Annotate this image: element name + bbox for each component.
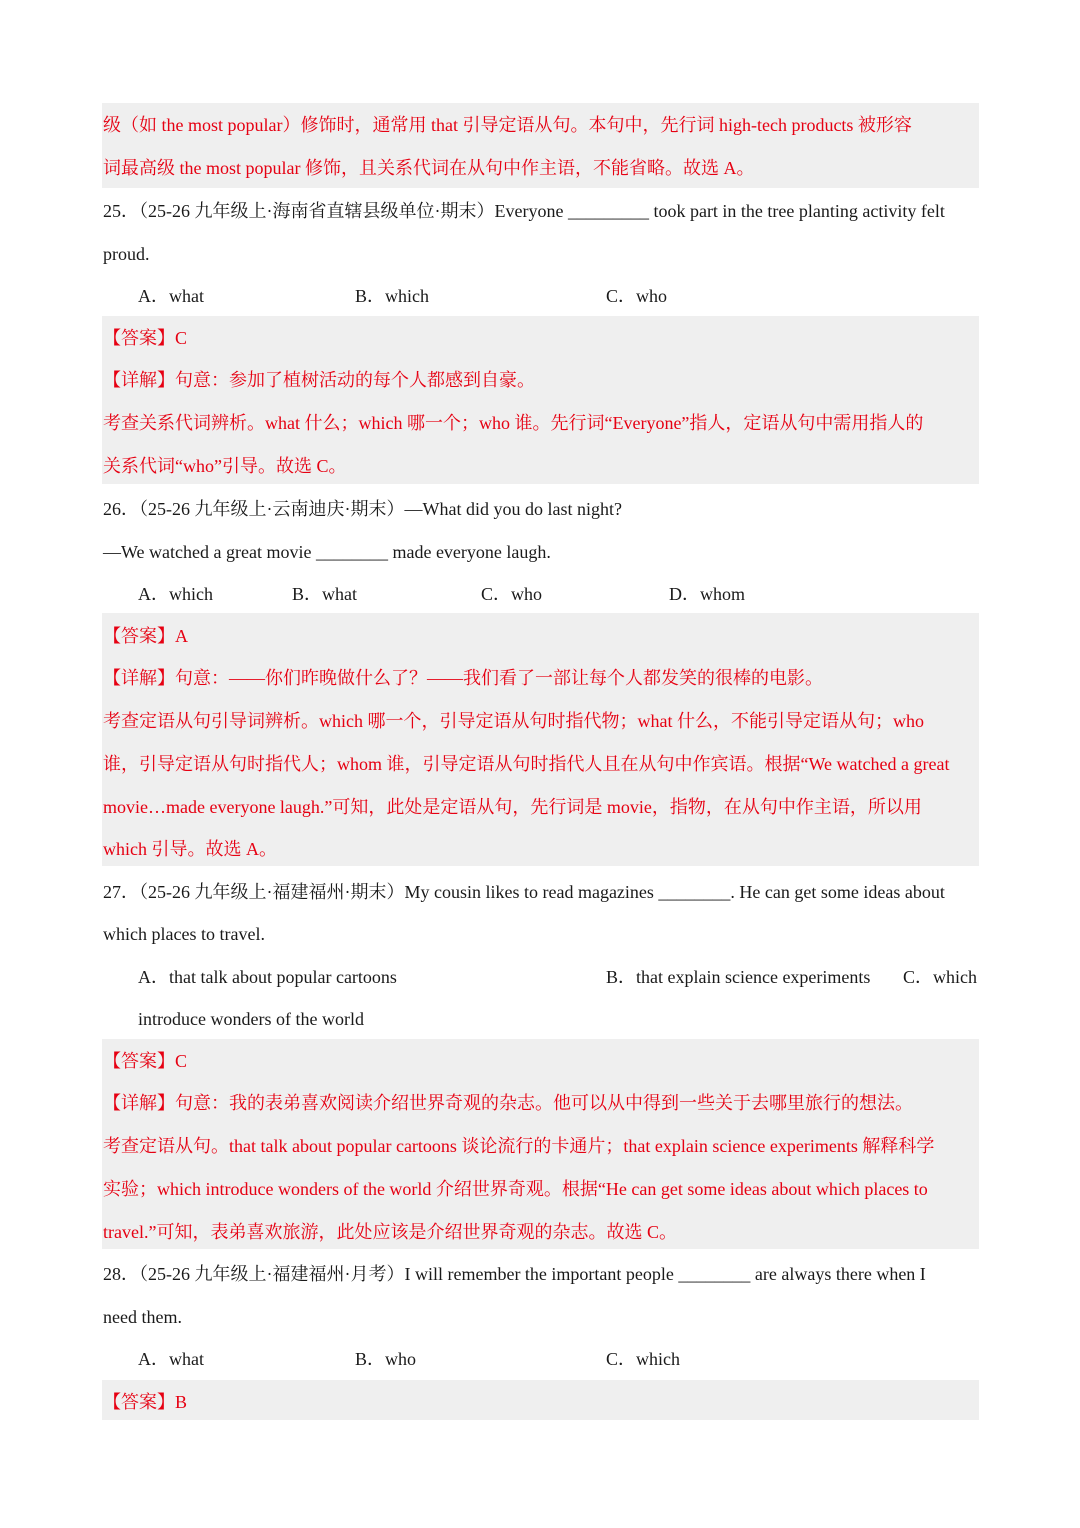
q25-option-c: C．who [606, 286, 668, 306]
q27-option-b: B．that explain science experiments [606, 967, 871, 987]
q27-option-a: A．that talk about popular cartoons [138, 967, 397, 987]
q27-option-c-cont: introduce wonders of the world [138, 1009, 364, 1029]
q25-answer: 【答案】C [103, 328, 188, 348]
q26-answer: 【答案】A [103, 626, 188, 646]
q25-stem: 25．（25-26 九年级上·海南省直辖县级单位·期末）Everyone _________ took part in the tree planting activity felt [103, 201, 945, 221]
q28-option-b: B．who [355, 1349, 417, 1369]
q26-stem-cont: —We watched a great movie ________ made everyone laugh. [103, 542, 551, 562]
q28-option-c: C．which [606, 1349, 680, 1369]
q27-stem-cont: which places to travel. [103, 924, 265, 944]
q27-detail-3: 实验；which introduce wonders of the world 介绍世界奇观。根据“He can get some ideas about which places to [103, 1179, 928, 1199]
q25-detail-3: 关系代词“who”引导。故选 C。 [103, 456, 347, 476]
q28-stem: 28．（25-26 九年级上·福建福州·月考）I will remember the important people ________ are always there when I [103, 1264, 926, 1284]
q26-option-d: D．whom [669, 584, 745, 604]
carryover-line-2: 词最高级 the most popular 修饰，且关系代词在从句中作主语，不能省略。故选 A。 [103, 158, 755, 178]
q28-answer: 【答案】B [103, 1392, 188, 1412]
q25-detail-1: 【详解】句意：参加了植树活动的每个人都感到自豪。 [103, 370, 535, 390]
q27-answer: 【答案】C [103, 1051, 188, 1071]
q26-detail-5: which 引导。故选 A。 [103, 839, 277, 859]
q27-detail-4: travel.”可知，表弟喜欢旅游，此处应该是介绍世界奇观的杂志。故选 C。 [103, 1222, 677, 1242]
q27-option-c: C．which [903, 967, 977, 987]
q27-stem: 27．（25-26 九年级上·福建福州·期末）My cousin likes to read magazines ________. He can get some ideas about [103, 882, 945, 902]
q26-detail-4: movie…made everyone laugh.”可知，此处是定语从句，先行词是 movie，指物，在从句中作主语，所以用 [103, 797, 922, 817]
carryover-line-1: 级（如 the most popular）修饰时，通常用 that 引导定语从句。本句中，先行词 high-tech products 被形容 [103, 115, 912, 135]
q25-option-a: A．what [138, 286, 204, 306]
q25-stem-cont: proud. [103, 244, 150, 264]
q26-stem: 26．（25-26 九年级上·云南迪庆·期末）—What did you do last night? [103, 499, 622, 519]
q26-answer-box [102, 613, 979, 866]
q26-detail-1: 【详解】句意：——你们昨晚做什么了？——我们看了一部让每个人都发笑的很棒的电影。 [103, 668, 823, 688]
q26-option-a: A．which [138, 584, 213, 604]
q26-detail-2: 考查定语从句引导词辨析。which 哪一个，引导定语从句时指代物；what 什么，不能引导定语从句；who [103, 711, 924, 731]
q25-option-b: B．which [355, 286, 429, 306]
q26-detail-3: 谁，引导定语从句时指代人；whom 谁，引导定语从句时指代人且在从句中作宾语。根据“We watched a great [103, 754, 950, 774]
q26-option-c: C．who [481, 584, 543, 604]
q27-detail-1: 【详解】句意：我的表弟喜欢阅读介绍世界奇观的杂志。他可以从中得到一些关于去哪里旅行的想法。 [103, 1093, 913, 1113]
q27-detail-2: 考查定语从句。that talk about popular cartoons 谈论流行的卡通片；that explain science experiments 解释科学 [103, 1136, 935, 1156]
q28-stem-cont: need them. [103, 1307, 182, 1327]
q26-option-b: B．what [292, 584, 357, 604]
q28-answer-box [102, 1380, 979, 1420]
q25-detail-2: 考查关系代词辨析。what 什么；which 哪一个；who 谁。先行词“Everyone”指人，定语从句中需用指人的 [103, 413, 924, 433]
q28-option-a: A．what [138, 1349, 204, 1369]
